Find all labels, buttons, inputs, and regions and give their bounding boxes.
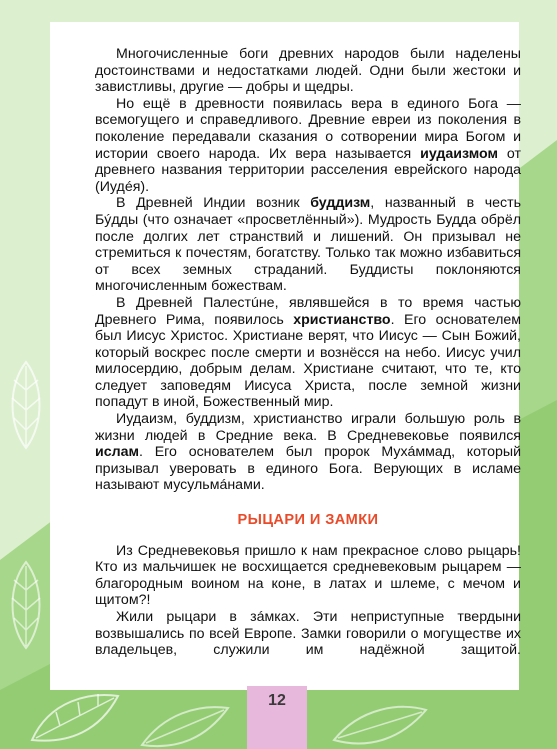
text-run: от древнего названия территории расселения еврейского народа (Иудéя). <box>95 145 521 195</box>
text-run: . Его основателем был Иисус Христос. Христиане верят, что Иисус — Сын Божий, который воскрес после смерти и вознёсся на небо. Иисус учил милосердию, добрым делам. Христиане считают, что те, кто следует заповедям Иисуса Христа, после земной жизни попадут в иной, Божественный мир. <box>95 311 521 411</box>
paragraph-islam <box>95 411 521 494</box>
text-run: , названный в честь Бýдды (что означает «просветлённый»). Мудрость Будда обрёл после долгих лет странствий и лишений. Он призывал не стремиться к почестям, богатству. Только так можно избавиться от всех земных страданий. Буддисты поклоняются многочисленным божествам. <box>95 195 521 295</box>
paragraph-knights: Из Средневековья пришло к нам прекрасное слово рыцарь! Кто из мальчишек не восхищается средневековым рыцарем — благородным воином на коне, в латах и шлеме, с мечом и щитом?! <box>95 542 521 609</box>
leaf-decoration-icon <box>330 700 430 749</box>
leaf-decoration-icon <box>4 560 48 650</box>
paragraph-gods: Многочисленные боги древних народов были наделены достоинствами и недостатками людей. Одни были жестоки и завистливы, другие — добры и щедры. <box>95 46 521 96</box>
text-body <box>95 46 521 659</box>
text-run: Но ещё в древности появилась вера в единого Бога — всемогущего и справедливого. Древние евреи из поколения в поколение передавали сказания о сотворении мира Богом и истории своего народа. Их вера называется <box>95 95 521 162</box>
text-run: . Его основателем был пророк Мухáммад, который призывал уверовать в единого Бога. Верующих в исламе называют мусульмáнами. <box>95 444 521 494</box>
term-buddhism: буддизм <box>310 195 371 212</box>
leaf-decoration-icon <box>30 690 120 745</box>
section-heading: РЫЦАРИ И ЗАМКИ <box>237 512 379 529</box>
text-run: В Древней Палестúне, являвшейся в то время частью Древнего Рима, появилось <box>95 294 521 328</box>
term-christianity: христианство <box>293 311 391 328</box>
leaf-decoration-icon <box>4 360 48 450</box>
paragraph-castles: Жили рыцари в зáмках. Эти неприступные твердыни возвышались по всей Европе. Замки говорили о могуществе их владельцев, служили им надёжной защитой. <box>95 609 521 659</box>
text-run: В Древней Индии возник <box>116 195 311 212</box>
leaf-decoration-icon <box>140 700 230 749</box>
term-islam: ислам <box>95 444 140 461</box>
page-number: 12 <box>268 692 286 709</box>
paragraph-judaism <box>95 96 521 196</box>
paragraph-buddhism <box>95 195 521 295</box>
term-judaism: иудаизмом <box>420 145 499 162</box>
paragraph-christianity <box>95 295 521 411</box>
text-run: Иудаизм, буддизм, христианство играли большую роль в жизни людей в Средние века. В Средневековье появился <box>95 411 521 444</box>
